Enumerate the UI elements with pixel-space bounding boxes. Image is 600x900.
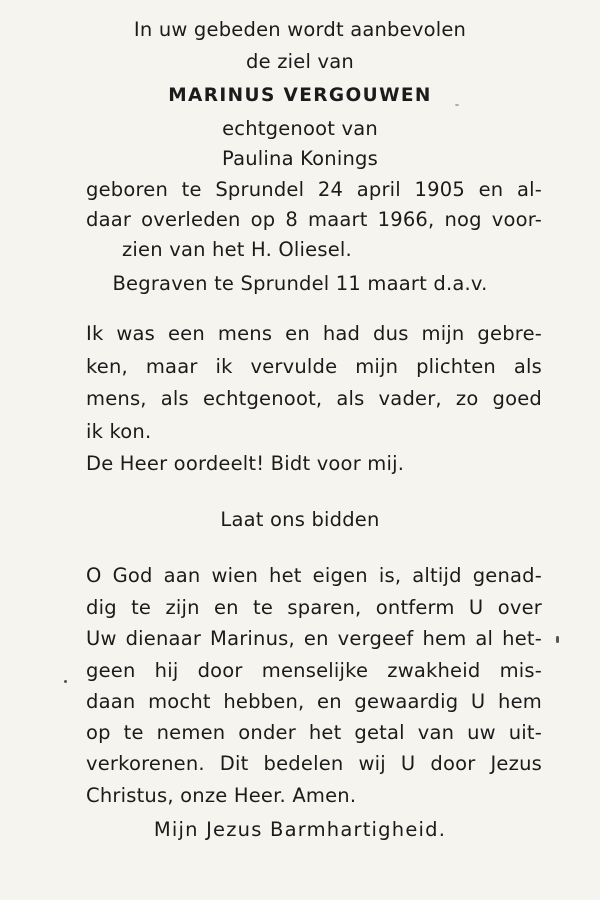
paper-speck <box>556 636 559 643</box>
prayer-line: dig te zijn en te sparen, ontferm U over <box>86 596 542 619</box>
prayer-line: geen hij door menselijke zwakheid mis- <box>86 659 542 682</box>
verse-line: ik kon. <box>86 420 152 443</box>
verse-line: De Heer oordeelt! Bidt voor mij. <box>86 452 405 475</box>
prayer-line: O God aan wien het eigen is, altijd genad- <box>86 564 542 587</box>
bio-line: geboren te Sprundel 24 april 1905 en al- <box>86 178 542 201</box>
bio-line: zien van het H. Oliesel. <box>122 238 352 261</box>
intro-line-2: de ziel van <box>246 50 354 73</box>
spouse-intro: echtgenoot van <box>222 117 378 140</box>
verse-line: Ik was een mens en had dus mijn gebre- <box>86 322 542 345</box>
prayer-title: Laat ons bidden <box>220 508 380 531</box>
closing-line: Mijn Jezus Barmhartigheid. <box>153 818 447 841</box>
paper-speck <box>64 680 67 683</box>
bio-line: daar overleden op 8 maart 1966, nog voor- <box>86 208 542 231</box>
verse-line: mens, als echtgenoot, als vader, zo goed <box>86 387 542 410</box>
burial-line: Begraven te Sprundel 11 maart d.a.v. <box>112 272 488 295</box>
intro-line: In uw gebeden wordt aanbevolen <box>133 18 467 41</box>
verse-line: ken, maar ik vervulde mijn plichten als <box>86 355 542 378</box>
prayer-line: Uw dienaar Marinus, en vergeef hem al het- <box>86 627 542 650</box>
prayer-line: Christus, onze Heer. Amen. <box>86 784 357 807</box>
prayer-line: daan mocht hebben, en gewaardig U hem <box>86 690 542 713</box>
deceased-name: MARINUS VERGOUWEN <box>168 85 432 106</box>
paper-speck <box>455 104 459 106</box>
spouse-name: Paulina Konings <box>222 147 378 170</box>
prayer-line: verkorenen. Dit bedelen wij U door Jezus <box>86 752 542 775</box>
prayer-line: op te nemen onder het getal van uw uit- <box>86 721 542 744</box>
